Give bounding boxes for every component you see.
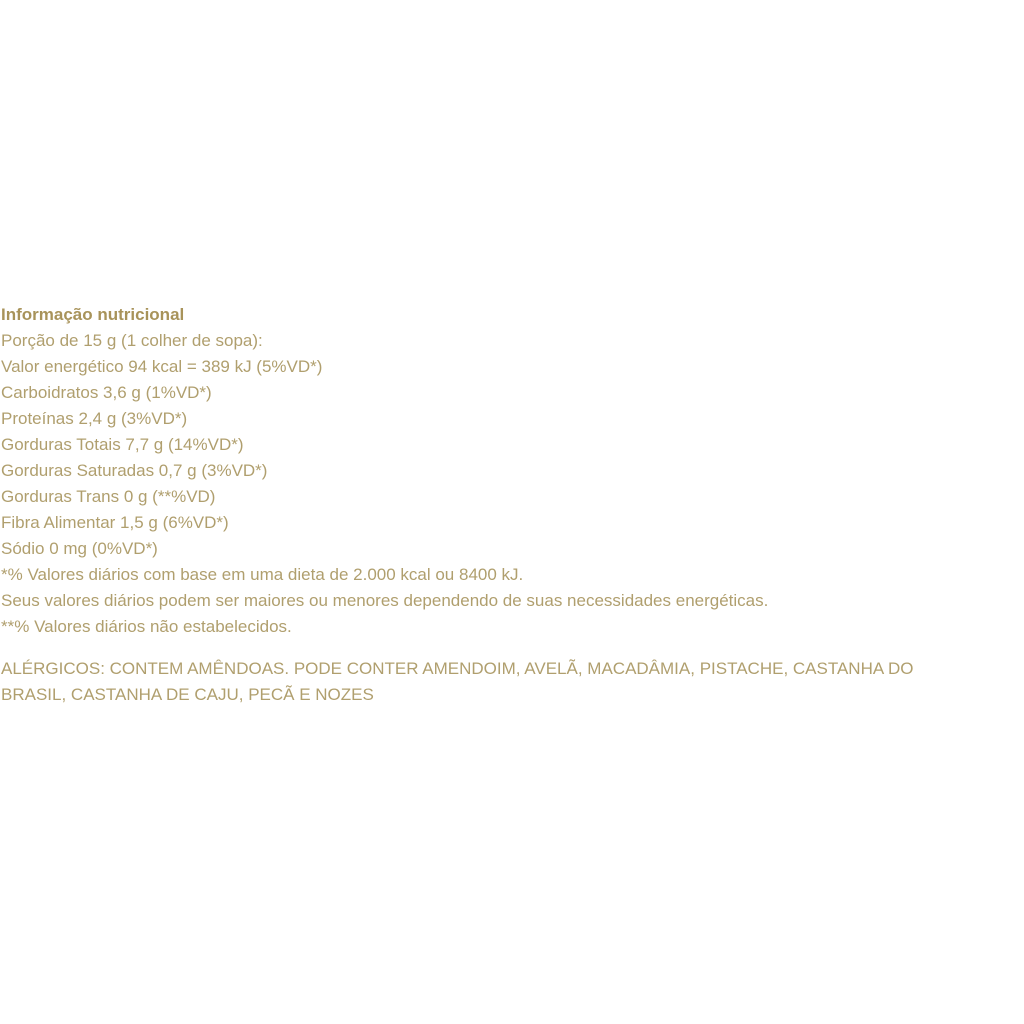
not-established-footnote: **% Valores diários não estabelecidos. [1, 617, 292, 636]
section-spacer [1, 640, 1023, 656]
sodium-line: Sódio 0 mg (0%VD*) [1, 539, 158, 558]
proteins-line: Proteínas 2,4 g (3%VD*) [1, 409, 188, 428]
allergens-line-1: ALÉRGICOS: CONTEM AMÊNDOAS. PODE CONTER AMENDOIM, AVELÃ, MACADÂMIA, PISTACHE, CASTANHA DO [1, 659, 914, 678]
total-fat-line: Gorduras Totais 7,7 g (14%VD*) [1, 435, 244, 454]
daily-values-note: Seus valores diários podem ser maiores ou menores dependendo de suas necessidades energéticas. [1, 591, 769, 610]
serving-size-line: Porção de 15 g (1 colher de sopa): [1, 331, 263, 350]
nutrition-title: Informação nutricional [1, 305, 185, 324]
energy-line: Valor energético 94 kcal = 389 kJ (5%VD*) [1, 357, 323, 376]
daily-values-footnote: *% Valores diários com base em uma dieta de 2.000 kcal ou 8400 kJ. [1, 565, 524, 584]
nutrition-info-panel [1, 302, 1023, 708]
allergens-line-2: BRASIL, CASTANHA DE CAJU, PECÃ E NOZES [1, 685, 374, 704]
fiber-line: Fibra Alimentar 1,5 g (6%VD*) [1, 513, 229, 532]
trans-fat-line: Gorduras Trans 0 g (**%VD) [1, 487, 216, 506]
saturated-fat-line: Gorduras Saturadas 0,7 g (3%VD*) [1, 461, 268, 480]
carbohydrates-line: Carboidratos 3,6 g (1%VD*) [1, 383, 212, 402]
